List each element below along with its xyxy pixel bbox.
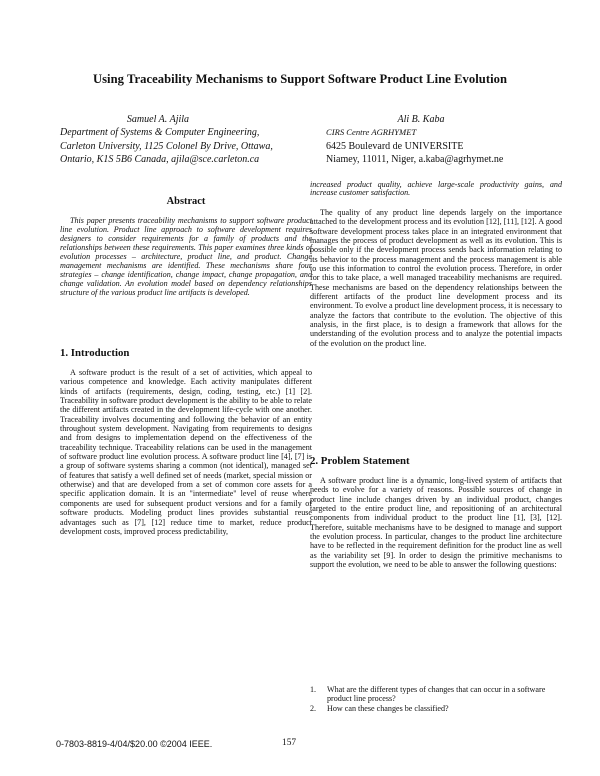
author-affiliation-line: Carleton University, 1125 Colonel By Drive, Ottawa,	[60, 140, 273, 152]
paper-title: Using Traceability Mechanisms to Support Software Product Line Evolution	[92, 72, 508, 86]
list-item	[310, 704, 562, 713]
author-affiliation-line: 6425 Boulevard de UNIVERSITE	[326, 140, 464, 152]
list-item-number: 1.	[310, 685, 317, 694]
author-block-2	[326, 113, 556, 167]
problem-statement-paragraph: A software product line is a dynamic, long-lived system of artifacts that needs to evolve for a variety of reasons. Possible sources of change in product line include changes driven by an individual product, changes targeted to the entire product line, and repositioning of an architectural components from individual product to the product line [1], [3], [12]. Therefore, suitable mechanisms have to be designed to manage and support the evolution process. In particular, changes to the product line architecture have to be reflected in the requirement definition for the product line as well as the variability set [9]. In order to design the primitive mechanisms to support the evolution, we need to be able to answer the following questions:	[310, 476, 562, 570]
section-heading-introduction: 1. Introduction	[60, 347, 130, 359]
right-column-continuation: increased product quality, achieve large-scale productivity gains, and increase customer satisfaction.	[310, 180, 562, 198]
questions-list	[310, 685, 562, 713]
abstract-text: This paper presents traceability mechanisms to support software product line evolution. Product line approach to software development requires designers to consider requirements for a family of products and the relationships between these requirements. This paper examines three kinds of evolution processes – architecture, product line, and product. Change management mechanisms are identified. These mechanisms share four strategies – change identification, change impact, change propagation, and change validation. An evolution model based on dependency relationships structure of the various product line artifacts is developed.	[60, 216, 312, 297]
author-name: Ali B. Kaba	[397, 114, 445, 125]
list-item	[310, 685, 562, 704]
author-affiliation-line: Niamey, 11011, Niger, a.kaba@agrhymet.ne	[326, 154, 504, 166]
right-column-paragraph: The quality of any product line depends largely on the importance attached to the development process and its evolution [12], [11], [12]. A good software development process takes place in an integrated environment that manages the process of product development as well as its evolution. This is possible only if the development process sends back information relating to its behavior to the process management and the process management is able to use this information to control the evolution process. Therefore, in order for this to take place, a well managed traceability mechanisms are required. These mechanisms are based on the dependency relationships between the different artifacts of the product line development process and its environment. To evolve a product line development process, it is necessary to analyze the factors that contribute to the evolution. The objective of this analysis, in the first place, is to design a framework that allows for the understanding of the evolution process and to analyze the potential impacts of the evolution on the product line.	[310, 208, 562, 348]
author-block-1	[60, 113, 300, 167]
list-item-number: 2.	[310, 703, 317, 713]
introduction-paragraph: A software product is the result of a set of activities, which appeal to various competence and knowledge. Each activity manipulates different kinds of artifacts (requirements, design, coding, testing, etc.) [1] [2]. Traceability in software product development is the ability to be able to relate the different artifacts created in the development life-cycle with one another. Traceability involves documenting and following the behavior of an entity throughout system development. Navigating from requirements to designs and from designs to implementation depend on the effectiveness of the traceability technique. Traceability relations can be used in the management of software product line evolution process. A software product line [4], [7] is a group of software systems sharing a common (not identical), managed set of features that satisfy a well defined set of needs (market, special mission or otherwise) and that are developed from a set of common core assets for a specific application domain. It is an "intermediate" level of reuse where components are used for subsequent product versions and for a family of software products. Modeling product lines provides substantial reuse advantages such as [7], [12] reduce time to market, reduce product development costs, improved process predictability,	[60, 368, 312, 536]
list-item-text: How can these changes be classified?	[327, 703, 449, 713]
author-affiliation-line: Ontario, K1S 5B6 Canada, ajila@sce.carleton.ca	[60, 154, 260, 166]
list-item-text: What are the different types of changes that can occur in a software product line process?	[327, 685, 546, 704]
section-heading-problem-statement: 2. Problem Statement	[310, 455, 410, 467]
author-name: Samuel A. Ajila	[126, 114, 190, 125]
page-number: 157	[282, 738, 297, 748]
author-affiliation-line: CIRS Centre AGRHYMET	[326, 127, 417, 138]
abstract-heading: Abstract	[166, 196, 206, 207]
author-affiliation-line: Department of Systems & Computer Engineering,	[60, 127, 260, 139]
copyright-footer: 0-7803-8819-4/04/$20.00 ©2004 IEEE.	[56, 739, 213, 749]
